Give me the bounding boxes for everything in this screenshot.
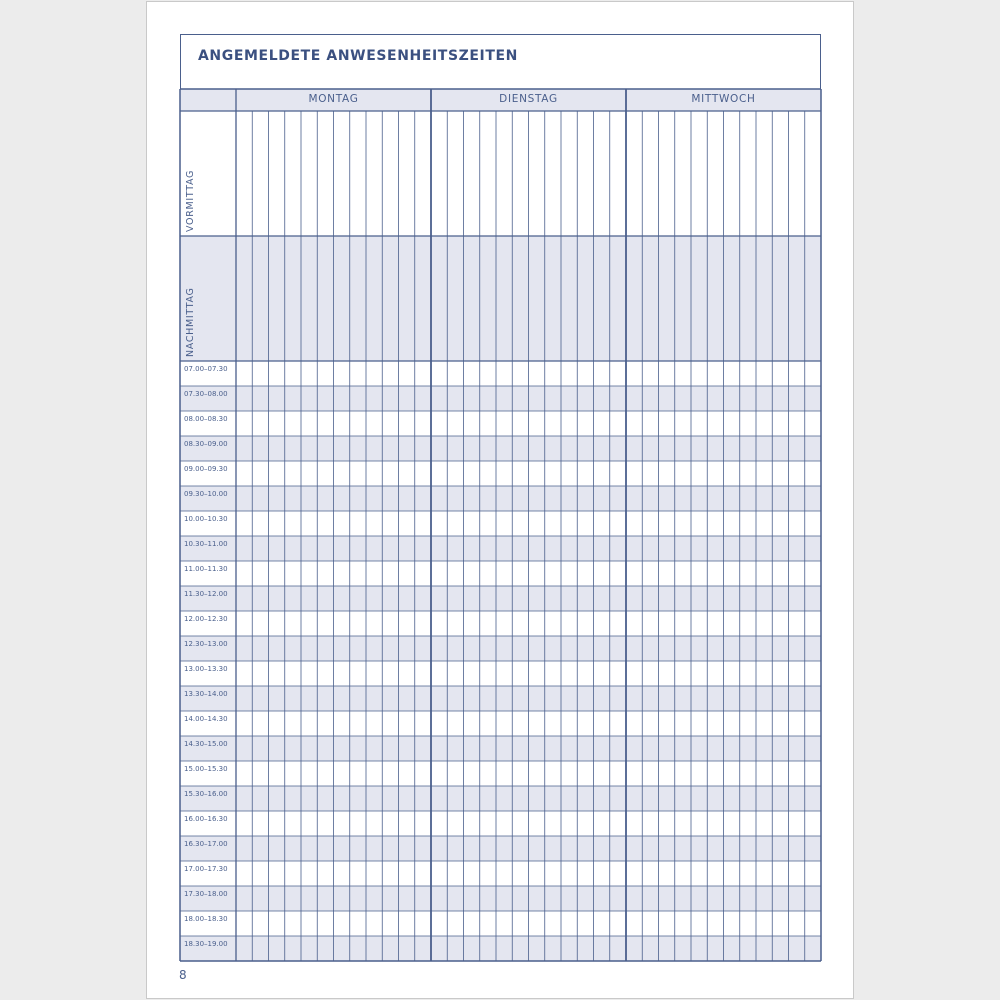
time-row-shade [180, 636, 821, 661]
time-slot-label: 07.00–07.30 [184, 365, 228, 373]
time-row-shade [180, 736, 821, 761]
time-slot-label: 11.00–11.30 [184, 565, 228, 573]
time-row-shade [180, 536, 821, 561]
time-slot-label: 15.30–16.00 [184, 790, 228, 798]
day-header-wednesday: MITTWOCH [691, 93, 756, 105]
time-slot-label: 12.30–13.00 [184, 640, 228, 648]
time-slot-label: 17.30–18.00 [184, 890, 228, 898]
time-slot-label: 14.30–15.00 [184, 740, 228, 748]
time-slot-label: 16.00–16.30 [184, 815, 228, 823]
time-slot-label: 18.30–19.00 [184, 940, 228, 948]
period-label-morning: VORMITTAG [185, 169, 196, 232]
time-slot-label: 17.00–17.30 [184, 865, 228, 873]
time-slot-label: 10.00–10.30 [184, 515, 228, 523]
time-slot-label: 14.00–14.30 [184, 715, 228, 723]
time-row-shade [180, 436, 821, 461]
time-slot-label: 15.00–15.30 [184, 765, 228, 773]
time-slot-label: 16.30–17.00 [184, 840, 228, 848]
time-row-shade [180, 686, 821, 711]
afternoon-block-shade [180, 236, 821, 361]
time-slot-label: 10.30–11.00 [184, 540, 228, 548]
time-row-shade [180, 936, 821, 961]
time-slot-label: 13.30–14.00 [184, 690, 228, 698]
time-slot-label: 12.00–12.30 [184, 615, 228, 623]
day-header-monday: MONTAG [308, 93, 359, 105]
page-title: ANGEMELDETE ANWESENHEITSZEITEN [198, 48, 518, 64]
time-row-shade [180, 886, 821, 911]
period-label-afternoon: NACHMITTAG [185, 287, 196, 357]
time-slot-label: 08.00–08.30 [184, 415, 228, 423]
time-row-shade [180, 586, 821, 611]
time-slot-label: 09.30–10.00 [184, 490, 228, 498]
time-slot-label: 09.00–09.30 [184, 465, 228, 473]
time-row-shade [180, 836, 821, 861]
page-number: 8 [179, 968, 187, 982]
time-row-shade [180, 786, 821, 811]
time-slot-label: 18.00–18.30 [184, 915, 228, 923]
time-row-shade [180, 386, 821, 411]
time-slot-label: 13.00–13.30 [184, 665, 228, 673]
time-slot-label: 07.30–08.00 [184, 390, 228, 398]
time-slot-label: 11.30–12.00 [184, 590, 228, 598]
day-header-tuesday: DIENSTAG [499, 93, 558, 105]
time-row-shade [180, 486, 821, 511]
time-slot-label: 08.30–09.00 [184, 440, 228, 448]
